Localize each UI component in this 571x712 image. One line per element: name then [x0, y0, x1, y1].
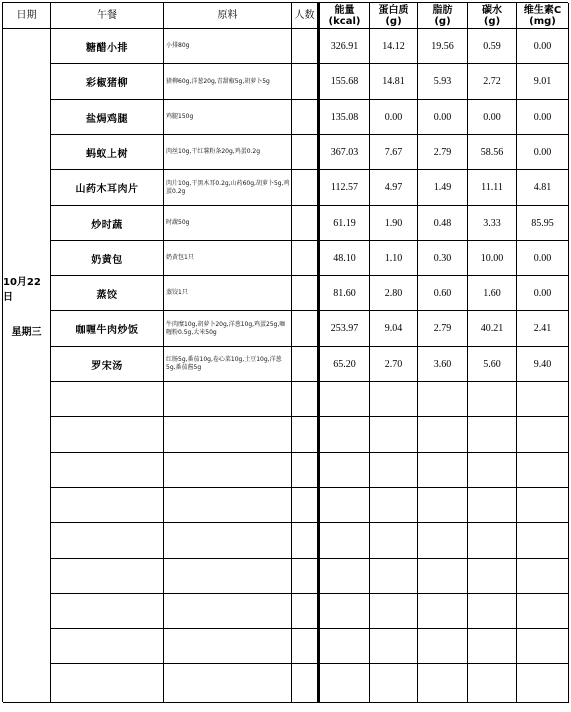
header-energy-unit: (kcal) — [328, 15, 361, 27]
header-protein-label: 蛋白质 — [378, 4, 409, 16]
protein-value: 14.81 — [370, 64, 418, 100]
carb-value: 5.60 — [468, 347, 517, 382]
energy-value — [320, 382, 370, 417]
ingredients — [164, 629, 292, 664]
protein-value: 2.70 — [370, 347, 418, 382]
vitc-value — [517, 523, 569, 559]
protein-value: 4.97 — [370, 170, 418, 206]
ingredients — [164, 594, 292, 629]
fat-value — [418, 382, 468, 417]
people-count — [292, 629, 320, 664]
dish-name — [51, 559, 164, 594]
ingredients: 猪柳60g,洋葱20g,青甜椒5g,胡萝卜5g — [164, 64, 292, 100]
dish-name — [51, 594, 164, 629]
energy-value: 48.10 — [320, 241, 370, 276]
energy-value: 65.20 — [320, 347, 370, 382]
ingredients: 肉片10g,干黑木耳0.2g,山药60g,胡萝卜5g,鸡蛋0.2g — [164, 170, 292, 206]
ingredients: 时蔬50g — [164, 206, 292, 241]
header-fat — [418, 3, 468, 29]
header-carb-unit: (g) — [483, 15, 501, 27]
energy-value: 326.91 — [320, 29, 370, 64]
protein-value — [370, 488, 418, 523]
fat-value: 5.93 — [418, 64, 468, 100]
fat-value — [418, 417, 468, 453]
people-count — [292, 170, 320, 206]
fat-value: 2.79 — [418, 135, 468, 170]
energy-value: 155.68 — [320, 64, 370, 100]
dish-name — [51, 488, 164, 523]
energy-value — [320, 629, 370, 664]
fat-value — [418, 629, 468, 664]
header-vitc-unit: (mg) — [529, 15, 556, 27]
ingredients: 小排80g — [164, 29, 292, 64]
header-fat-unit: (g) — [434, 15, 451, 27]
header-energy-label: 能量 — [334, 4, 355, 16]
people-count — [292, 417, 320, 453]
carb-value — [468, 417, 517, 453]
vitc-value — [517, 594, 569, 629]
vitc-value: 0.00 — [517, 241, 569, 276]
ingredients: 肉丝10g,干红薯粉条20g,鸡蛋0.2g — [164, 135, 292, 170]
fat-value: 0.60 — [418, 276, 468, 311]
ingredients — [164, 382, 292, 417]
carb-value: 1.60 — [468, 276, 517, 311]
fat-value — [418, 594, 468, 629]
people-count — [292, 594, 320, 629]
vitc-value: 0.00 — [517, 135, 569, 170]
people-count — [292, 488, 320, 523]
ingredients — [164, 488, 292, 523]
ingredients — [164, 523, 292, 559]
vitc-value — [517, 417, 569, 453]
ingredients: 奶黄包1只 — [164, 241, 292, 276]
vitc-value: 0.00 — [517, 100, 569, 135]
people-count — [292, 523, 320, 559]
dish-name: 蒸饺 — [51, 276, 164, 311]
dish-name: 蚂蚁上树 — [51, 135, 164, 170]
people-count — [292, 276, 320, 311]
protein-value: 2.80 — [370, 276, 418, 311]
vitc-value: 9.01 — [517, 64, 569, 100]
people-count — [292, 311, 320, 347]
carb-value: 58.56 — [468, 135, 517, 170]
ingredients — [164, 559, 292, 594]
carb-value: 0.59 — [468, 29, 517, 64]
dish-name: 奶黄包 — [51, 241, 164, 276]
carb-value: 11.11 — [468, 170, 517, 206]
carb-value — [468, 559, 517, 594]
people-count — [292, 664, 320, 703]
fat-value: 0.00 — [418, 100, 468, 135]
dish-name — [51, 453, 164, 488]
header-carb — [468, 3, 517, 29]
protein-value — [370, 453, 418, 488]
dish-name: 彩椒猪柳 — [51, 64, 164, 100]
fat-value — [418, 559, 468, 594]
dish-name: 罗宋汤 — [51, 347, 164, 382]
carb-value — [468, 629, 517, 664]
carb-value: 10.00 — [468, 241, 517, 276]
date-weekday: 星期三 — [11, 327, 42, 338]
fat-value — [418, 664, 468, 703]
energy-value: 81.60 — [320, 276, 370, 311]
carb-value — [468, 453, 517, 488]
energy-value — [320, 488, 370, 523]
dish-name: 咖喱牛肉炒饭 — [51, 311, 164, 347]
vitc-value — [517, 664, 569, 703]
carb-value — [468, 594, 517, 629]
header-lunch: 午餐 — [51, 3, 164, 29]
protein-value — [370, 417, 418, 453]
header-protein-unit: (g) — [385, 15, 402, 27]
energy-value — [320, 664, 370, 703]
energy-value: 112.57 — [320, 170, 370, 206]
fat-value — [418, 453, 468, 488]
energy-value: 253.97 — [320, 311, 370, 347]
header-vitc-label: 维生素C — [523, 4, 562, 16]
header-protein — [370, 3, 418, 29]
carb-value: 40.21 — [468, 311, 517, 347]
vitc-value — [517, 382, 569, 417]
dish-name — [51, 417, 164, 453]
vitc-value: 2.41 — [517, 311, 569, 347]
protein-value: 0.00 — [370, 100, 418, 135]
ingredients: 鸡腿150g — [164, 100, 292, 135]
header-energy — [320, 3, 370, 29]
date-day: 10月22日 — [3, 277, 41, 303]
fat-value: 0.30 — [418, 241, 468, 276]
dish-name: 盐焗鸡腿 — [51, 100, 164, 135]
ingredients — [164, 664, 292, 703]
energy-value: 61.19 — [320, 206, 370, 241]
protein-value: 1.10 — [370, 241, 418, 276]
dish-name — [51, 382, 164, 417]
vitc-value — [517, 488, 569, 523]
protein-value — [370, 594, 418, 629]
header-carb-label: 碳水 — [482, 4, 502, 16]
ingredients — [164, 417, 292, 453]
energy-value: 135.08 — [320, 100, 370, 135]
carb-value — [468, 523, 517, 559]
carb-value: 0.00 — [468, 100, 517, 135]
dish-name: 山药木耳肉片 — [51, 170, 164, 206]
people-count — [292, 559, 320, 594]
fat-value — [418, 523, 468, 559]
people-count — [292, 64, 320, 100]
people-count — [292, 135, 320, 170]
people-count — [292, 453, 320, 488]
carb-value — [468, 488, 517, 523]
protein-value — [370, 559, 418, 594]
ingredients: 蒸饺1只 — [164, 276, 292, 311]
energy-value: 367.03 — [320, 135, 370, 170]
carb-value: 2.72 — [468, 64, 517, 100]
carb-value — [468, 664, 517, 703]
header-fat-label: 脂肪 — [432, 4, 453, 16]
people-count — [292, 206, 320, 241]
vitc-value — [517, 629, 569, 664]
ingredients: 红肠5g,番茄10g,卷心菜10g,土豆10g,洋葱5g,番茄酱5g — [164, 347, 292, 382]
protein-value — [370, 382, 418, 417]
fat-value: 19.56 — [418, 29, 468, 64]
people-count — [292, 382, 320, 417]
vitc-value: 9.40 — [517, 347, 569, 382]
ingredients: 牛肉糜10g,胡萝卜20g,洋葱10g,鸡蛋25g,咖喱粉0.5g,大米50g — [164, 311, 292, 347]
ingredients — [164, 453, 292, 488]
header-date: 日期 — [3, 3, 51, 29]
vitc-value: 85.95 — [517, 206, 569, 241]
energy-value — [320, 594, 370, 629]
vitc-value — [517, 453, 569, 488]
fat-value — [418, 488, 468, 523]
carb-value: 3.33 — [468, 206, 517, 241]
people-count — [292, 100, 320, 135]
people-count — [292, 347, 320, 382]
fat-value: 1.49 — [418, 170, 468, 206]
protein-value: 7.67 — [370, 135, 418, 170]
energy-value — [320, 559, 370, 594]
people-count — [292, 29, 320, 64]
people-count — [292, 241, 320, 276]
vitc-value: 0.00 — [517, 29, 569, 64]
fat-value: 2.79 — [418, 311, 468, 347]
dish-name — [51, 664, 164, 703]
fat-value: 3.60 — [418, 347, 468, 382]
dish-name: 糖醋小排 — [51, 29, 164, 64]
dish-name — [51, 629, 164, 664]
protein-value — [370, 523, 418, 559]
vitc-value: 4.81 — [517, 170, 569, 206]
fat-value: 0.48 — [418, 206, 468, 241]
nutrition-table — [2, 2, 568, 702]
protein-value: 1.90 — [370, 206, 418, 241]
carb-value — [468, 382, 517, 417]
date-cell — [3, 29, 51, 703]
header-ingredients: 原料 — [164, 3, 292, 29]
energy-value — [320, 417, 370, 453]
vitc-value — [517, 559, 569, 594]
protein-value: 14.12 — [370, 29, 418, 64]
protein-value — [370, 629, 418, 664]
energy-value — [320, 453, 370, 488]
dish-name — [51, 523, 164, 559]
dish-name: 炒时蔬 — [51, 206, 164, 241]
protein-value: 9.04 — [370, 311, 418, 347]
header-vitc — [517, 3, 569, 29]
energy-value — [320, 523, 370, 559]
header-people: 人数 — [292, 3, 320, 29]
protein-value — [370, 664, 418, 703]
vitc-value: 0.00 — [517, 276, 569, 311]
